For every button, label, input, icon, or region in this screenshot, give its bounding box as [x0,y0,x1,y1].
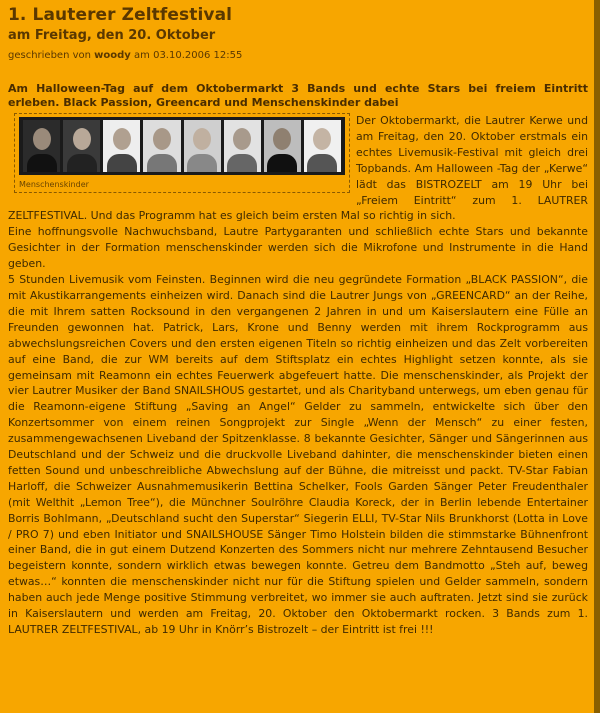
portrait-torso [67,154,97,172]
meta-mid: am [134,50,150,61]
image-caption: Menschenskinder [19,180,89,189]
author-name: woody [94,50,131,61]
article-lead: Am Halloween-Tag auf dem Oktobermarkt 3 Bands und echte Stars bei freiem Eintritt erleben. Black Passion, Greencard und Menschenskinder dabei [8,82,588,109]
band-member-photo [103,120,140,172]
portrait-head [233,128,251,150]
band-member-photo [143,120,180,172]
portrait-torso [147,154,177,172]
portrait-torso [307,154,337,172]
article-body [8,113,588,638]
portrait-torso [187,154,217,172]
band-member-photo [224,120,261,172]
portrait-head [153,128,171,150]
publish-date: 03.10.2006 12:55 [153,50,243,61]
band-photo-strip[interactable] [19,117,345,175]
band-member-photo [264,120,301,172]
band-member-photo [184,120,221,172]
portrait-head [313,128,331,150]
band-photo-figure [14,113,350,193]
article-meta [8,49,588,62]
portrait-head [33,128,51,150]
portrait-head [193,128,211,150]
article-subtitle: am Freitag, den 20. Oktober [8,28,216,43]
paragraph-2: Eine hoffnungsvolle Nachwuchsband, Lautre Partygaranten und schließlich echte Stars und bekannte Gesichter in der Formation menschenskinder werden sich die Mikrofone und Instrumente in die Hand geben. [8,225,588,271]
band-member-photo [304,120,341,172]
article [8,5,588,638]
portrait-head [113,128,131,150]
page-edge [594,0,600,713]
band-member-photo [23,120,60,172]
meta-prefix: geschrieben von [8,50,91,61]
article-title[interactable]: 1. Lauterer Zeltfestival [8,5,233,25]
portrait-torso [267,154,297,172]
paragraph-3: 5 Stunden Livemusik vom Feinsten. Beginnen wird die neu gegründete Formation „BLACK PASSION“, die mit Akustikarrangements einheizen wird. Danach sind die Lautrer Jungs von „GREENCARD“ an der Reihe, die mit Ihrem satten Rocksound in den vergangenen 2 Jahren in und um Kaiserslautern eine Fülle an Freunden gewonnen hat. Patrick, Lars, Krone und Benny werden mit ihrem Rockprogramm aus abwechslungsreichen Covers und den ersten eigenen Titeln so richtig einheizen und das Zelt vorbereiten auf eine Band, die zur WM bereits auf dem Stiftsplatz ein echtes Highlight setzen konnte, als sie gemeinsam mit Reamonn ein echtes Feuerwerk abgefeuert hatte. Die menschenskinder, als Projekt der vier Lautrer Musiker der Band SNAILSHOUS gestartet, und als Charityband unterwegs, um eben genau für die Reamonn-eigene Stiftung „Saving an Angel“ Gelder zu sammeln, entwickelte sich über den Konzertsommer von einem reinen Songprojekt zur Single „Wenn der Mensch“ zu einer festen, zusammengewachsenen Liveband der Spitzenklasse. 8 bekannte Gesichter, Sänger und Sängerinnen aus Deutschland und der Schweiz und die druckvolle Liveband dahinter, die menschenskinder bieten einen fetten Sound und unbeschreibliche Abwechslung auf der Bühne, die mitreisst und packt. TV-Star Fabian Harloff, die Schweizer Ausnahmemusikerin Bettina Schelker, Fools Garden Sänger Peter Freudenthaler (mit Welthit „Lemon Tree“), die Münchner Soulröhre Claudia Koreck, der in Berlin lebende Entertainer Borris Bohlmann, „Deutschland sucht den Superstar“ Siegerin ELLI, TV-Star Nils Brunkhorst (Lotta in Love / PRO 7) und eben Initiator und SNAILSHOUSE Sänger Timo Holstein bilden die stimmstarke Bühnenfront einer Band, die in gut einem Dutzend Konzerten des Sommers nicht nur mehrere Zehntausend Besucher begeistern konnte, sondern wirklich etwas bewegen konnte. Getreu dem Bandmotto „Steh auf, beweg etwas…“ konnten die menschenskinder nicht nur für die Stiftung spielen und Gelder sammeln, sondern haben auch jede Menge positive Stimmung verbreitet, wo immer sie auch auftraten. Jetzt sind sie zurück in Kaiserslautern und werden am Freitag, 20. Oktober den Oktobermarkt rocken. 3 Bands zum 1. LAUTRER ZELTFESTIVAL, ab 19 Uhr in Knörr’s Bistrozelt – der Eintritt ist frei !!! [8,273,588,636]
band-member-photo [63,120,100,172]
portrait-head [73,128,91,150]
portrait-torso [227,154,257,172]
paragraph-1: Der Oktobermarkt, die Lautrer Kerwe und am Freitag, den 20. Oktober erstmals ein echtes Livemusik-Festival mit gleich drei Topbands. Am Halloween -Tag der „Kerwe“ lädt das BISTROZELT am 19 Uhr bei „Freiem Eintritt“ zum 1. LAUTRER ZELTFESTIVAL. Und das Programm hat es gleich beim ersten Mal so richtig in sich. [8,114,588,223]
portrait-torso [27,154,57,172]
portrait-torso [107,154,137,172]
portrait-head [273,128,291,150]
